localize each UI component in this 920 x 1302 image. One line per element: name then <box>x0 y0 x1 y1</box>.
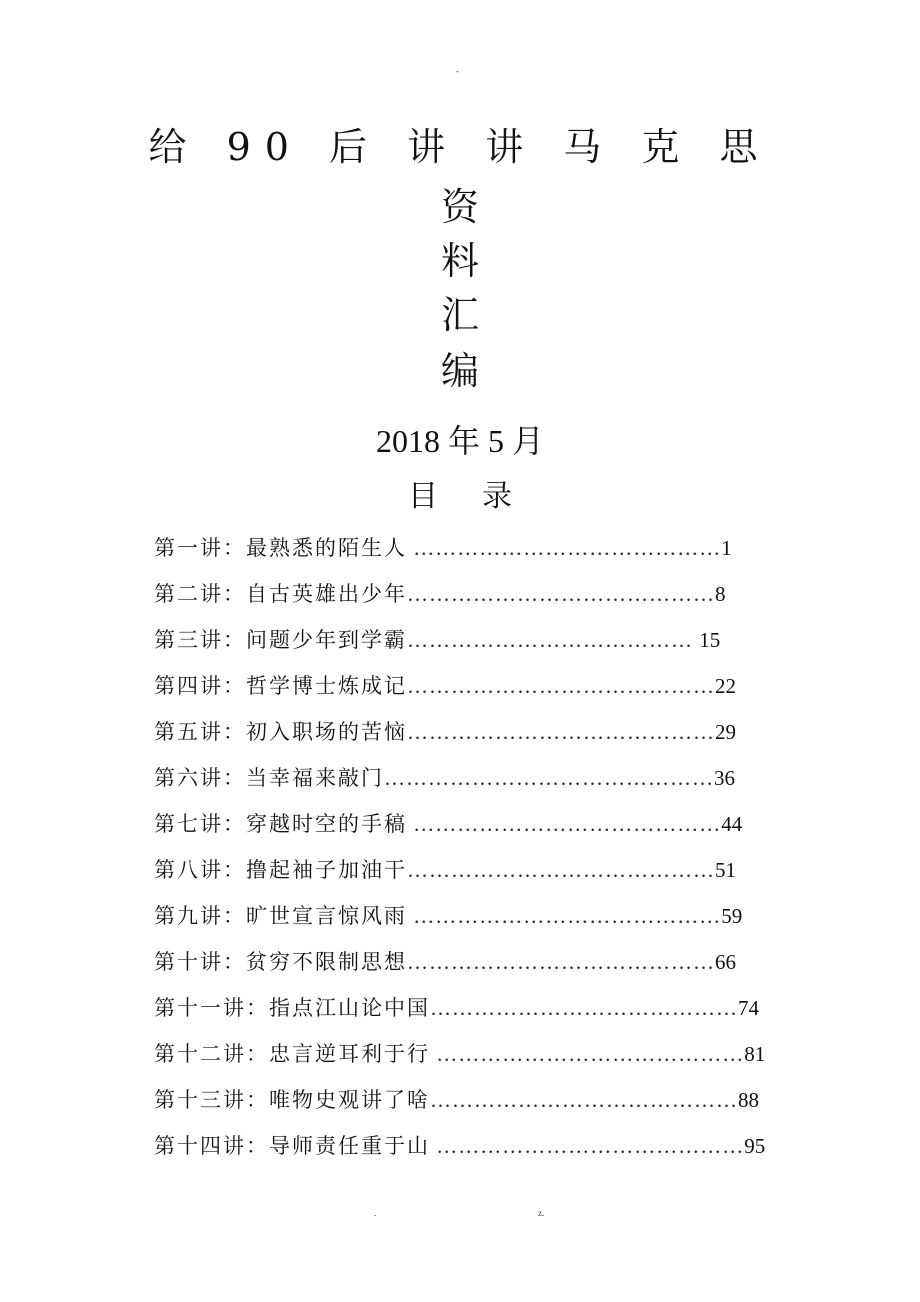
toc-page-number: 81 <box>744 1042 766 1066</box>
toc-entry <box>154 899 742 933</box>
toc-entry-title: 第十一讲：指点江山论中国 <box>154 996 430 1020</box>
toc-entry-title: 第一讲：最熟悉的陌生人 <box>154 536 407 560</box>
toc-leader-dots: …………………………………… <box>407 720 715 744</box>
toc-leader-dots: …………………………………… <box>407 904 722 928</box>
document-date: 2018 年 5 月 <box>375 423 544 459</box>
toc-page-number: 44 <box>721 812 743 836</box>
toc-entry-title: 第三讲：问题少年到学霸 <box>154 628 407 652</box>
toc-heading-char-2: 录 <box>482 479 512 514</box>
toc-entry <box>154 1129 765 1163</box>
toc-entry-title: 第十三讲：唯物史观讲了啥 <box>154 1088 430 1112</box>
toc-entry <box>154 1083 759 1117</box>
toc-page-number: 1 <box>721 536 732 560</box>
toc-entry-title: 第四讲：哲学博士炼成记 <box>154 674 407 698</box>
toc-page-number: 51 <box>715 858 736 882</box>
toc-entry-title: 第八讲：撸起袖子加油干 <box>154 858 407 882</box>
subtitle-char-1: 资 <box>440 185 479 229</box>
toc-entry-title: 第十四讲：导师责任重于山 <box>154 1134 430 1158</box>
subtitle-char-2: 料 <box>440 239 479 283</box>
toc-entry-title: 第二讲：自古英雄出少年 <box>154 582 407 606</box>
toc-page-number: 36 <box>714 766 735 790</box>
toc-leader-dots: …………………………………… <box>430 1088 738 1112</box>
footer-right-mark: z. <box>538 1208 545 1218</box>
toc-entry <box>154 531 732 565</box>
toc-leader-dots: …………………………………… <box>407 950 715 974</box>
toc-entry <box>154 577 726 611</box>
toc-entry-title: 第七讲：穿越时空的手稿 <box>154 812 407 836</box>
toc-heading-char-1: 目 <box>408 479 438 514</box>
toc-page-number: 74 <box>738 996 759 1020</box>
toc-entry <box>154 807 742 841</box>
document-title: 给 90 后 讲 讲 马 克 思 <box>148 125 772 169</box>
toc-leader-dots: …………………………………… <box>430 1134 745 1158</box>
toc-leader-dots: …………………………………… <box>407 536 722 560</box>
toc-entry <box>154 761 735 795</box>
toc-entry-title: 第五讲：初入职场的苦恼 <box>154 720 407 744</box>
toc-leader-dots: …………………………………… <box>407 674 715 698</box>
toc-page-number: 8 <box>715 582 726 606</box>
toc-leader-dots: ……………………………………… <box>384 766 714 790</box>
toc-page-number: 15 <box>699 628 721 652</box>
toc-leader-dots: …………………………………… <box>430 1042 745 1066</box>
toc-page-number: 66 <box>715 950 736 974</box>
toc-entry <box>154 1037 765 1071</box>
toc-leader-dots: ………………………………… <box>407 628 700 652</box>
subtitle-char-3: 汇 <box>440 293 479 337</box>
toc-page-number: 95 <box>744 1134 766 1158</box>
toc-page-number: 88 <box>738 1088 759 1112</box>
toc-entry <box>154 945 736 979</box>
toc-entry-title: 第十二讲：忠言逆耳利于行 <box>154 1042 430 1066</box>
toc-entry <box>154 623 720 657</box>
toc-entry-title: 第九讲：旷世宣言惊风雨 <box>154 904 407 928</box>
toc-entry-title: 第十讲：贫穷不限制思想 <box>154 950 407 974</box>
toc-heading <box>0 474 920 520</box>
toc-entry <box>154 715 736 749</box>
header-mark: - <box>456 66 459 76</box>
toc-page-number: 59 <box>721 904 743 928</box>
toc-entry <box>154 991 759 1025</box>
toc-entry <box>154 669 736 703</box>
toc-leader-dots: …………………………………… <box>430 996 738 1020</box>
toc-entry <box>154 853 736 887</box>
subtitle-char-4: 编 <box>440 349 479 393</box>
toc-leader-dots: …………………………………… <box>407 582 715 606</box>
toc-page-number: 22 <box>715 674 736 698</box>
toc-entry-title: 第六讲：当幸福来敲门 <box>154 766 384 790</box>
toc-leader-dots: …………………………………… <box>407 812 722 836</box>
toc-leader-dots: …………………………………… <box>407 858 715 882</box>
toc-page-number: 29 <box>715 720 736 744</box>
footer-left-mark: . <box>374 1208 377 1218</box>
